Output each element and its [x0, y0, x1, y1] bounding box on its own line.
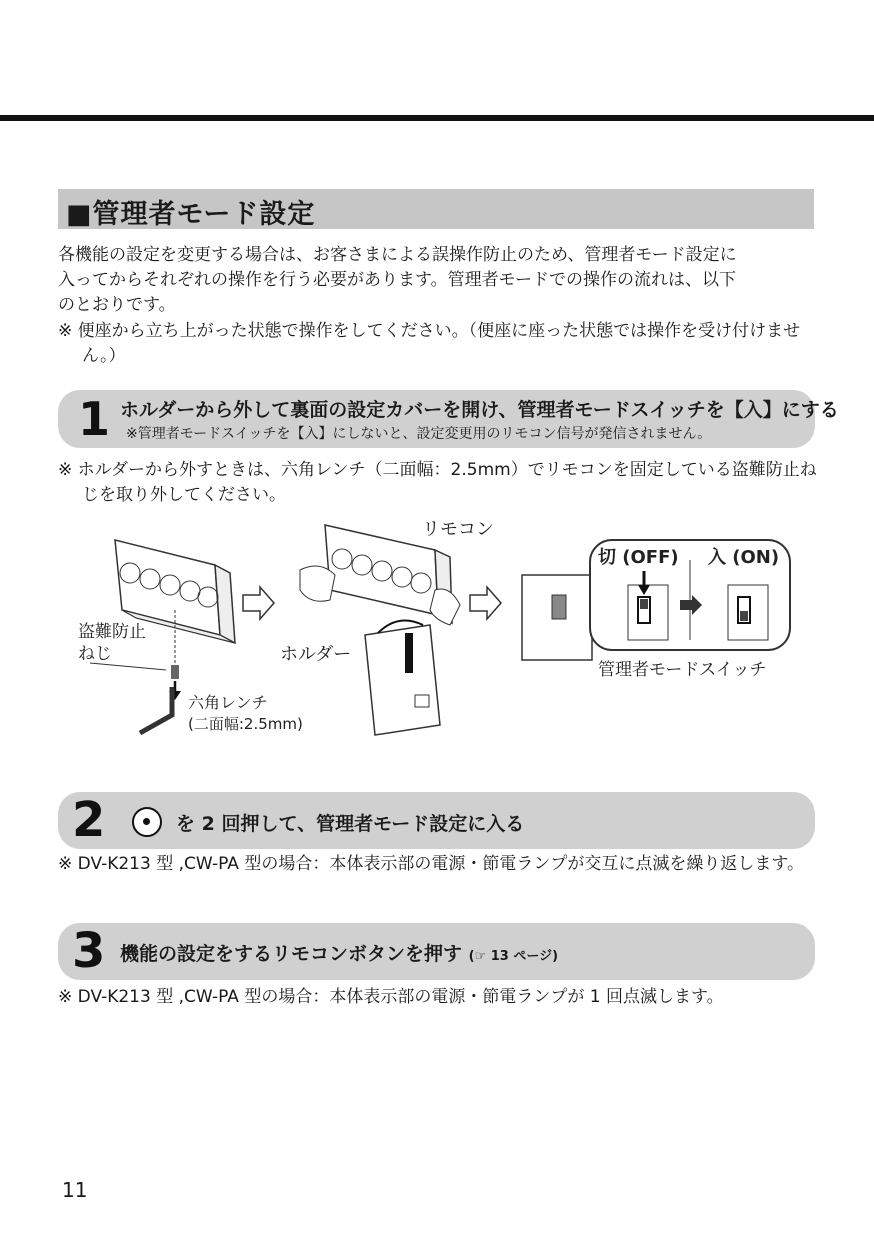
top-rule [0, 115, 874, 121]
step-1-note: ※ ホルダーから外すときは、六角レンチ（二面幅：2.5mm）でリモコンを固定している盗難防止ねじを取り外してください。 [58, 460, 817, 505]
label-antitheft-1: 盗難防止 [78, 622, 146, 642]
section-header [58, 189, 814, 229]
label-antitheft-2: ねじ [78, 644, 112, 664]
holder-removal-illustration [60, 515, 820, 775]
step-1-banner [58, 390, 839, 448]
step-title-text: 機能の設定をするリモコンボタンを押す [120, 943, 463, 965]
label-off: 切 (OFF) [598, 547, 679, 568]
step-2-banner [58, 792, 815, 849]
step-title: を 2 回押して、管理者モード設定に入る [176, 813, 525, 835]
step-title: ホルダーから外して裏面の設定カバーを開け、管理者モードスイッチを【入】にする [120, 399, 839, 421]
label-switch: 管理者モードスイッチ [598, 660, 767, 680]
intro-paragraph [58, 243, 818, 318]
step-subtitle: ※管理者モードスイッチを【入】にしないと、設定変更用のリモコン信号が発信されません。 [126, 426, 712, 442]
remote-lifted-figure [300, 525, 460, 735]
label-wrench-2: (二面幅:2.5mm) [188, 715, 303, 733]
step-3-note: ※ DV-K213 型 ,CW-PA 型の場合：本体表示部の電源・節電ランプが 1 回点滅します。 [58, 987, 724, 1007]
step-3-banner [58, 923, 815, 980]
intro-line: のとおりです。 [58, 295, 176, 315]
label-remote: リモコン [422, 519, 494, 540]
step-number: 3 [72, 923, 106, 979]
intro-note: ※ 便座から立ち上がった状態で操作をしてください。（便座に座った状態では操作を受け付けません。） [58, 321, 801, 366]
intro-line: 各機能の設定を変更する場合は、お客さまによる誤操作防止のため、管理者モード設定に [58, 245, 737, 265]
arrow-right-icon [243, 587, 274, 619]
label-on: 入 (ON) [708, 547, 780, 568]
page-number: 11 [62, 1178, 88, 1202]
dot-button-icon [132, 807, 162, 837]
intro-line: 入ってからそれぞれの操作を行う必要があります。管理者モードでの操作の流れは、以下 [58, 270, 736, 290]
arrow-right-icon [470, 587, 501, 619]
label-holder: ホルダー [280, 644, 352, 665]
section-title: ■管理者モード設定 [66, 199, 316, 230]
step-number: 2 [72, 792, 106, 848]
page-reference: (☞ 13 ページ) [468, 949, 559, 964]
step-title [120, 939, 558, 966]
label-wrench-1: 六角レンチ [188, 693, 268, 712]
step-2-note: ※ DV-K213 型 ,CW-PA 型の場合：本体表示部の電源・節電ランプが交互に点滅を繰り返します。 [58, 854, 804, 874]
step-number: 1 [78, 392, 111, 446]
